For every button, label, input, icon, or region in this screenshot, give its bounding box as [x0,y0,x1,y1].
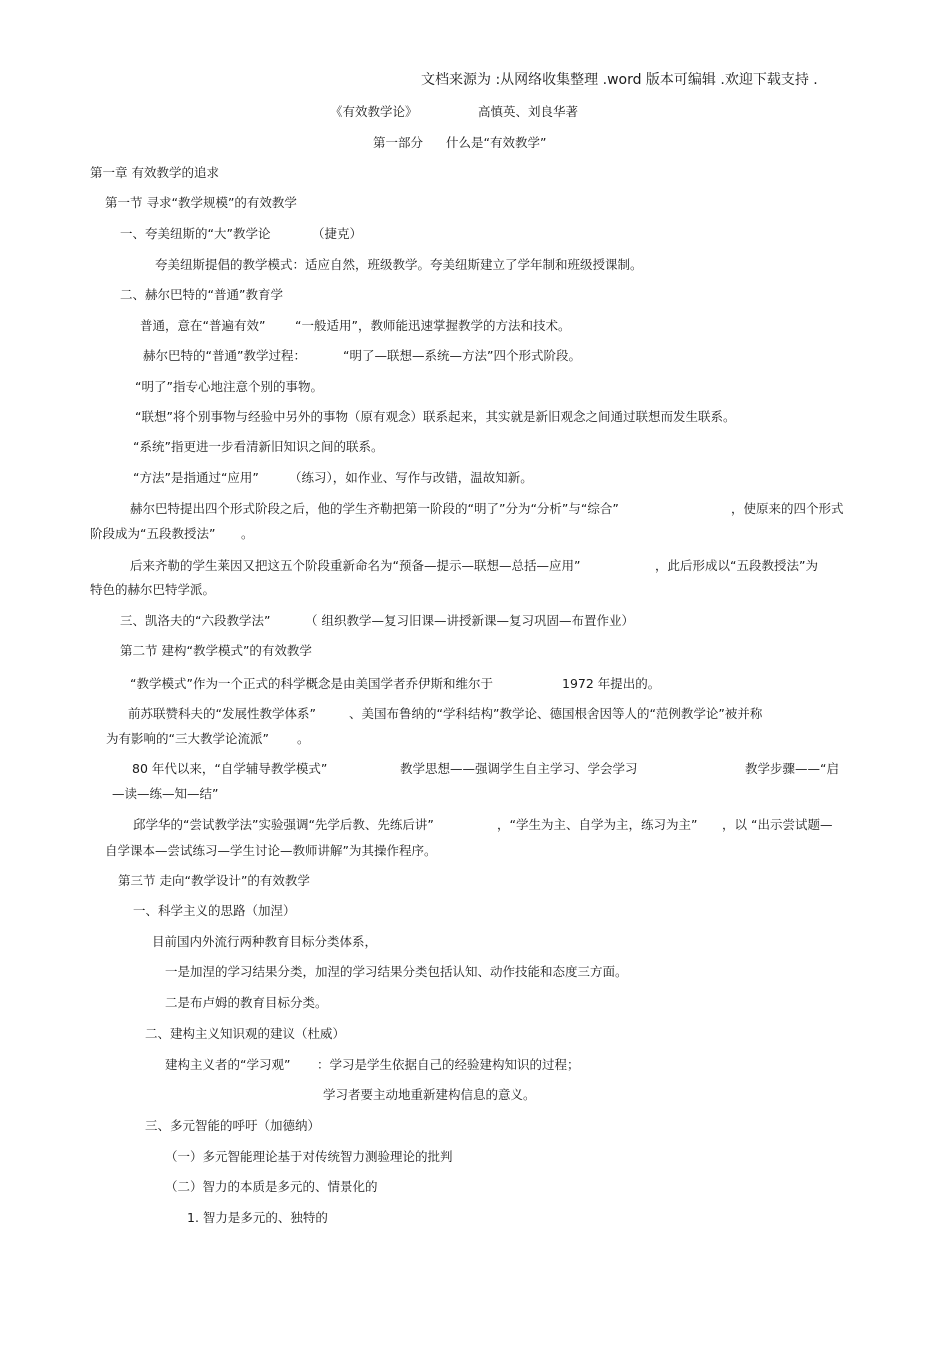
paragraph: ，使原来的四个形式 [731,501,844,516]
paragraph: （二）智力的本质是多元的、情景化的 [165,1179,378,1194]
book-authors: 高慎英、刘良华著 [478,104,579,119]
paragraph: ：学习是学生依据自己的经验建构知识的过程； [317,1057,580,1072]
paragraph: “教学模式”作为一个正式的科学概念是由美国学者乔伊斯和维尔于 [130,676,493,691]
paragraph: 教学思想——强调学生自主学习、学会学习 [400,761,638,776]
paragraph: （练习），如作业、写作与改错，温故知新。 [289,470,533,485]
paragraph: 为有影响的“三大教学论流派” [106,731,269,746]
paragraph: 学习者要主动地重新建构信息的意义。 [323,1087,536,1102]
chapter-title: 第一章 有效教学的追求 [90,165,219,180]
paragraph: “一般适用”，教师能迅速掌握教学的方法和技术。 [295,318,571,333]
paragraph: ，以 “出示尝试题— [722,817,833,832]
paragraph: 后来齐勒的学生莱因又把这五个阶段重新命名为“预备—提示—联想—总括—应用” [130,558,581,573]
section3-title: 第三节 走向“教学设计”的有效教学 [118,873,310,888]
paragraph: “联想”将个别事物与经验中另外的事物（原有观念）联系起来，其实就是新旧观念之间通过联想而发生联系。 [135,409,736,424]
paragraph: 。 [297,731,310,746]
section2-title: 第二节 建构“教学模式”的有效教学 [120,643,312,658]
paragraph: 、美国布鲁纳的“学科结构”教学论、德国根舍因等人的“范例教学论”被并称 [349,706,763,721]
paragraph: ，“学生为主、自学为主，练习为主” [497,817,698,832]
section1-item3-note: （ 组织教学—复习旧课—讲授新课—复习巩固—布置作业） [305,613,634,628]
paragraph: 1972 年提出的。 [562,676,661,691]
paragraph: 目前国内外流行两种教育目标分类体系， [152,934,378,949]
paragraph: 教学步骤——“启 [745,761,839,776]
paragraph: 普通，意在“普遍有效” [140,318,266,333]
paragraph: “明了”指专心地注意个别的事物。 [135,379,323,394]
header-source-note: 文档来源为 :从网络收集整理 .word 版本可编辑 .欢迎下载支持 . [421,72,818,88]
paragraph: —读—练—知—结” [112,786,219,801]
section3-item3-title: 三、多元智能的呼吁（加德纳） [145,1118,321,1133]
paragraph: 自学课本—尝试练习—学生讨论—教师讲解”为其操作程序。 [105,843,437,858]
paragraph: 80 年代以来，“自学辅导教学模式” [132,761,328,776]
paragraph: “系统”指更进一步看清新旧知识之间的联系。 [133,439,384,454]
paragraph: 前苏联赞科夫的“发展性教学体系” [128,706,316,721]
paragraph: 。 [241,526,254,541]
paragraph: 赫尔巴特提出四个形式阶段之后，他的学生齐勒把第一阶段的“明了”分为“分析”与“综合” [130,501,619,516]
section1-item1-note: （捷克） [312,226,363,241]
section1-title: 第一节 寻求“教学规模”的有效教学 [105,195,297,210]
paragraph: 1. 智力是多元的、独特的 [187,1210,328,1225]
paragraph: 二是布卢姆的教育目标分类。 [165,995,328,1010]
paragraph: ，此后形成以“五段教授法”为 [655,558,818,573]
paragraph: 一是加涅的学习结果分类，加涅的学习结果分类包括认知、动作技能和态度三方面。 [165,964,628,979]
paragraph: “方法”是指通过“应用” [133,470,259,485]
section3-item2-title: 二、建构主义知识观的建议（杜威） [145,1026,346,1041]
paragraph: 特色的赫尔巴特学派。 [90,582,216,597]
paragraph: 建构主义者的“学习观” [165,1057,291,1072]
paragraph: “明了—联想—系统—方法”四个形式阶段。 [343,348,581,363]
paragraph: 阶段成为“五段教授法” [90,526,216,541]
paragraph: 赫尔巴特的“普通”教学过程： [143,348,306,363]
paragraph: （一）多元智能理论基于对传统智力测验理论的批判 [165,1149,453,1164]
paragraph: 邱学华的“尝试教学法”实验强调“先学后教、先练后讲” [133,817,434,832]
section1-item1-title: 一、夸美纽斯的“大”教学论 [120,226,271,241]
part-title: 什么是“有效教学” [446,135,547,150]
section1-item1-text: 夸美纽斯提倡的教学模式：适应自然，班级教学。夸美纽斯建立了学年制和班级授课制。 [155,257,643,272]
book-title: 《有效教学论》 [330,104,418,119]
part-label: 第一部分 [373,135,424,150]
section1-item3-title: 三、凯洛夫的“六段教学法” [120,613,271,628]
section1-item2-title: 二、赫尔巴特的“普通”教育学 [120,287,283,302]
section3-item1-title: 一、科学主义的思路（加涅） [133,903,296,918]
